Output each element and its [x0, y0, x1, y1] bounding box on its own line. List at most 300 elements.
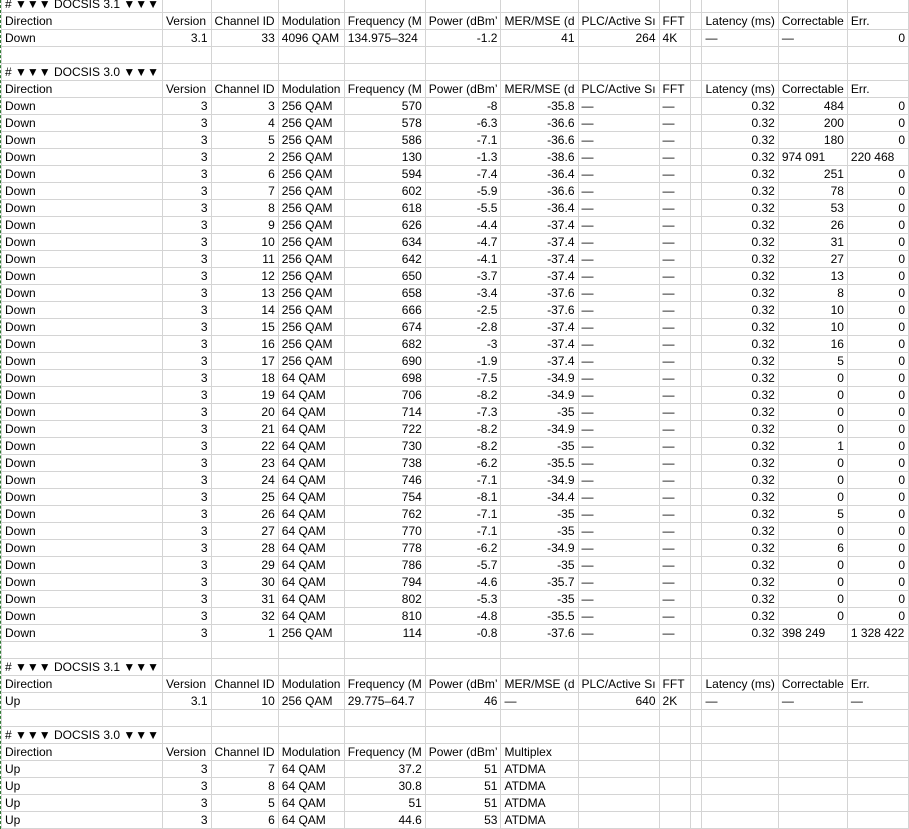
empty-cell[interactable] — [778, 0, 847, 13]
data-cell[interactable]: Down — [2, 115, 163, 132]
empty-cell[interactable] — [847, 64, 908, 81]
data-cell[interactable]: -1.3 — [425, 149, 501, 166]
data-cell[interactable]: — — [578, 183, 659, 200]
data-cell[interactable]: 0.32 — [702, 489, 778, 506]
data-cell[interactable]: Down — [2, 557, 163, 574]
data-cell[interactable]: 5 — [211, 795, 278, 812]
data-cell[interactable]: ATDMA — [501, 761, 578, 778]
data-cell[interactable]: 3 — [162, 319, 211, 336]
empty-cell[interactable] — [702, 659, 778, 676]
data-cell[interactable]: Down — [2, 421, 163, 438]
data-cell[interactable]: 4096 QAM — [278, 30, 344, 47]
data-cell[interactable]: 64 QAM — [278, 608, 344, 625]
data-cell[interactable]: — — [578, 421, 659, 438]
data-cell[interactable]: -8.2 — [425, 438, 501, 455]
data-cell[interactable]: 0 — [778, 421, 847, 438]
column-header-cell[interactable]: Err. — [847, 676, 908, 693]
column-header-cell[interactable]: Correctable — [778, 13, 847, 30]
data-cell[interactable]: — — [578, 166, 659, 183]
data-cell[interactable]: 0.32 — [702, 336, 778, 353]
data-cell[interactable]: 0 — [847, 608, 908, 625]
data-cell[interactable]: -7.4 — [425, 166, 501, 183]
data-cell[interactable]: 0 — [847, 591, 908, 608]
empty-cell[interactable] — [659, 642, 691, 659]
data-cell[interactable] — [691, 557, 702, 574]
column-header-cell[interactable]: Frequency (M — [344, 676, 425, 693]
column-header-cell[interactable]: Power (dBm’ — [425, 676, 501, 693]
data-cell[interactable]: 0 — [847, 200, 908, 217]
data-cell[interactable]: 64 QAM — [278, 472, 344, 489]
empty-cell[interactable] — [691, 0, 702, 13]
data-cell[interactable]: 64 QAM — [278, 812, 344, 829]
data-cell[interactable]: Down — [2, 285, 163, 302]
data-cell[interactable]: 0.32 — [702, 387, 778, 404]
column-header-cell[interactable]: MER/MSE (d — [501, 13, 578, 30]
column-header-cell[interactable]: Modulation — [278, 744, 344, 761]
data-cell[interactable]: — — [659, 455, 691, 472]
data-cell[interactable]: — — [578, 234, 659, 251]
empty-cell[interactable] — [847, 642, 908, 659]
data-cell[interactable]: — — [659, 285, 691, 302]
column-header-cell[interactable] — [778, 744, 847, 761]
data-cell[interactable]: 0.32 — [702, 319, 778, 336]
column-header-cell[interactable] — [847, 744, 908, 761]
data-cell[interactable]: — — [578, 472, 659, 489]
data-cell[interactable]: 0 — [778, 489, 847, 506]
column-header-cell[interactable]: MER/MSE (d — [501, 81, 578, 98]
data-cell[interactable]: 0 — [778, 387, 847, 404]
data-cell[interactable]: 0 — [847, 302, 908, 319]
column-header-cell[interactable]: Modulation — [278, 676, 344, 693]
empty-cell[interactable] — [344, 710, 425, 727]
data-cell[interactable]: — — [578, 98, 659, 115]
data-cell[interactable]: -35 — [501, 438, 578, 455]
data-cell[interactable]: Down — [2, 438, 163, 455]
data-cell[interactable] — [691, 608, 702, 625]
data-cell[interactable]: 690 — [344, 353, 425, 370]
empty-cell[interactable] — [278, 659, 344, 676]
data-cell[interactable]: 130 — [344, 149, 425, 166]
empty-cell[interactable] — [278, 0, 344, 13]
data-cell[interactable]: 220 468 — [847, 149, 908, 166]
data-cell[interactable]: -7.1 — [425, 506, 501, 523]
data-cell[interactable]: — — [659, 336, 691, 353]
data-cell[interactable]: — — [659, 387, 691, 404]
column-header-cell[interactable] — [702, 744, 778, 761]
data-cell[interactable]: 594 — [344, 166, 425, 183]
data-cell[interactable]: 3.1 — [162, 30, 211, 47]
data-cell[interactable] — [847, 795, 908, 812]
data-cell[interactable]: 64 QAM — [278, 795, 344, 812]
data-cell[interactable]: 666 — [344, 302, 425, 319]
empty-cell[interactable] — [211, 727, 278, 744]
column-header-cell[interactable]: Channel ID — [211, 744, 278, 761]
data-cell[interactable]: 114 — [344, 625, 425, 642]
data-cell[interactable]: 0.32 — [702, 625, 778, 642]
empty-cell[interactable] — [278, 727, 344, 744]
data-cell[interactable]: 8 — [778, 285, 847, 302]
data-cell[interactable]: 770 — [344, 523, 425, 540]
data-cell[interactable]: 3 — [162, 370, 211, 387]
data-cell[interactable]: — — [778, 693, 847, 710]
data-cell[interactable]: — — [659, 166, 691, 183]
data-cell[interactable]: 27 — [778, 251, 847, 268]
data-cell[interactable] — [778, 795, 847, 812]
empty-cell[interactable] — [702, 64, 778, 81]
data-cell[interactable]: 0 — [847, 506, 908, 523]
data-cell[interactable] — [847, 778, 908, 795]
data-cell[interactable]: Down — [2, 625, 163, 642]
column-header-cell[interactable]: Channel ID — [211, 81, 278, 98]
data-cell[interactable]: 0.32 — [702, 438, 778, 455]
data-cell[interactable]: 0 — [847, 132, 908, 149]
data-cell[interactable]: 13 — [778, 268, 847, 285]
data-cell[interactable]: — — [578, 387, 659, 404]
data-cell[interactable]: 13 — [211, 285, 278, 302]
data-cell[interactable]: -35.5 — [501, 608, 578, 625]
data-cell[interactable]: -4.1 — [425, 251, 501, 268]
data-cell[interactable]: — — [659, 574, 691, 591]
data-cell[interactable]: 3 — [162, 149, 211, 166]
data-cell[interactable]: 44.6 — [344, 812, 425, 829]
empty-cell[interactable] — [501, 64, 578, 81]
data-cell[interactable]: -1.9 — [425, 353, 501, 370]
data-cell[interactable]: -1.2 — [425, 30, 501, 47]
empty-cell[interactable] — [847, 710, 908, 727]
data-cell[interactable]: — — [659, 591, 691, 608]
data-cell[interactable] — [691, 574, 702, 591]
data-cell[interactable]: -35 — [501, 506, 578, 523]
data-cell[interactable]: -6.3 — [425, 115, 501, 132]
data-cell[interactable] — [691, 268, 702, 285]
data-cell[interactable]: -37.6 — [501, 302, 578, 319]
empty-cell[interactable] — [702, 642, 778, 659]
data-cell[interactable]: 0.32 — [702, 166, 778, 183]
data-cell[interactable]: 3 — [162, 506, 211, 523]
data-cell[interactable]: Down — [2, 319, 163, 336]
data-cell[interactable]: — — [659, 217, 691, 234]
empty-cell[interactable] — [691, 47, 702, 64]
data-cell[interactable]: 256 QAM — [278, 132, 344, 149]
data-cell[interactable]: Down — [2, 523, 163, 540]
data-cell[interactable] — [691, 251, 702, 268]
data-cell[interactable]: -3.7 — [425, 268, 501, 285]
data-cell[interactable]: 3 — [162, 268, 211, 285]
data-cell[interactable]: -7.1 — [425, 132, 501, 149]
empty-cell[interactable] — [162, 659, 211, 676]
column-header-cell[interactable]: Latency (ms) — [702, 676, 778, 693]
data-cell[interactable]: 64 QAM — [278, 387, 344, 404]
data-cell[interactable]: Down — [2, 608, 163, 625]
data-cell[interactable]: 0 — [847, 370, 908, 387]
data-cell[interactable]: -2.8 — [425, 319, 501, 336]
empty-cell[interactable] — [211, 710, 278, 727]
data-cell[interactable]: 0.32 — [702, 200, 778, 217]
column-header-cell[interactable]: MER/MSE (d — [501, 676, 578, 693]
empty-cell[interactable] — [691, 64, 702, 81]
data-cell[interactable]: 3 — [162, 115, 211, 132]
data-cell[interactable]: -7.5 — [425, 370, 501, 387]
data-cell[interactable]: — — [659, 404, 691, 421]
data-cell[interactable]: 256 QAM — [278, 166, 344, 183]
empty-cell[interactable] — [211, 47, 278, 64]
data-cell[interactable]: 0.32 — [702, 183, 778, 200]
data-cell[interactable]: 0.32 — [702, 302, 778, 319]
data-cell[interactable]: 64 QAM — [278, 404, 344, 421]
data-cell[interactable]: 3 — [162, 489, 211, 506]
data-cell[interactable]: 3 — [162, 812, 211, 829]
data-cell[interactable]: -6.2 — [425, 540, 501, 557]
data-cell[interactable]: Up — [2, 693, 163, 710]
data-cell[interactable]: 0 — [778, 523, 847, 540]
data-cell[interactable]: 3.1 — [162, 693, 211, 710]
data-cell[interactable]: 0 — [847, 489, 908, 506]
column-header-cell[interactable]: Channel ID — [211, 13, 278, 30]
column-header-cell[interactable] — [691, 676, 702, 693]
data-cell[interactable]: -7.3 — [425, 404, 501, 421]
data-cell[interactable]: 3 — [162, 404, 211, 421]
empty-cell[interactable] — [659, 710, 691, 727]
data-cell[interactable]: 30.8 — [344, 778, 425, 795]
data-cell[interactable]: 26 — [778, 217, 847, 234]
empty-cell[interactable] — [501, 710, 578, 727]
data-cell[interactable]: 53 — [778, 200, 847, 217]
data-cell[interactable] — [659, 795, 691, 812]
data-cell[interactable]: — — [659, 489, 691, 506]
data-cell[interactable]: 29.775–64.7 — [344, 693, 425, 710]
data-cell[interactable]: — — [578, 268, 659, 285]
data-cell[interactable] — [691, 370, 702, 387]
data-cell[interactable] — [702, 812, 778, 829]
data-cell[interactable]: — — [578, 489, 659, 506]
data-cell[interactable]: 578 — [344, 115, 425, 132]
data-cell[interactable]: 7 — [211, 761, 278, 778]
data-cell[interactable]: 0 — [847, 166, 908, 183]
data-cell[interactable]: — — [659, 115, 691, 132]
data-cell[interactable] — [691, 319, 702, 336]
column-header-cell[interactable]: Latency (ms) — [702, 81, 778, 98]
column-header-cell[interactable]: Modulation — [278, 13, 344, 30]
data-cell[interactable]: 682 — [344, 336, 425, 353]
data-cell[interactable]: 746 — [344, 472, 425, 489]
empty-cell[interactable] — [278, 47, 344, 64]
column-header-cell[interactable] — [659, 744, 691, 761]
data-cell[interactable]: Down — [2, 166, 163, 183]
data-cell[interactable]: 25 — [211, 489, 278, 506]
column-header-cell[interactable]: Err. — [847, 13, 908, 30]
data-cell[interactable]: -35.7 — [501, 574, 578, 591]
data-cell[interactable]: 64 QAM — [278, 778, 344, 795]
data-cell[interactable]: 698 — [344, 370, 425, 387]
data-cell[interactable]: 0 — [847, 540, 908, 557]
data-cell[interactable]: Down — [2, 251, 163, 268]
data-cell[interactable]: 256 QAM — [278, 693, 344, 710]
empty-cell[interactable] — [344, 0, 425, 13]
data-cell[interactable]: 0.32 — [702, 285, 778, 302]
data-cell[interactable] — [691, 353, 702, 370]
data-cell[interactable]: — — [578, 336, 659, 353]
data-cell[interactable]: — — [847, 693, 908, 710]
data-cell[interactable]: 64 QAM — [278, 370, 344, 387]
data-cell[interactable]: 180 — [778, 132, 847, 149]
data-cell[interactable]: -8.1 — [425, 489, 501, 506]
data-cell[interactable]: 0 — [847, 30, 908, 47]
data-cell[interactable]: 64 QAM — [278, 455, 344, 472]
data-cell[interactable]: 256 QAM — [278, 115, 344, 132]
data-cell[interactable] — [578, 812, 659, 829]
data-cell[interactable]: 6 — [211, 166, 278, 183]
data-cell[interactable]: 0.32 — [702, 370, 778, 387]
data-cell[interactable] — [578, 795, 659, 812]
empty-cell[interactable] — [162, 64, 211, 81]
data-cell[interactable]: 3 — [162, 523, 211, 540]
data-cell[interactable]: — — [659, 438, 691, 455]
data-cell[interactable]: 15 — [211, 319, 278, 336]
data-cell[interactable] — [691, 387, 702, 404]
data-cell[interactable]: -8.2 — [425, 387, 501, 404]
section-title-cell[interactable]: # ▼▼▼ DOCSIS 3.1 ▼▼▼ — [2, 0, 163, 13]
data-cell[interactable]: 0.32 — [702, 268, 778, 285]
data-cell[interactable]: Down — [2, 183, 163, 200]
data-cell[interactable]: -34.9 — [501, 370, 578, 387]
empty-cell[interactable] — [578, 47, 659, 64]
data-cell[interactable]: Down — [2, 336, 163, 353]
data-cell[interactable]: Down — [2, 149, 163, 166]
data-cell[interactable]: Down — [2, 455, 163, 472]
empty-cell[interactable] — [578, 727, 659, 744]
data-cell[interactable]: 3 — [162, 591, 211, 608]
data-cell[interactable]: — — [659, 234, 691, 251]
data-cell[interactable]: 586 — [344, 132, 425, 149]
empty-cell[interactable] — [691, 710, 702, 727]
column-header-cell[interactable]: Err. — [847, 81, 908, 98]
data-cell[interactable]: Down — [2, 353, 163, 370]
column-header-cell[interactable]: Modulation — [278, 81, 344, 98]
data-cell[interactable]: — — [578, 540, 659, 557]
data-cell[interactable]: 8 — [211, 778, 278, 795]
data-cell[interactable]: Up — [2, 778, 163, 795]
data-cell[interactable]: — — [659, 523, 691, 540]
data-cell[interactable]: 256 QAM — [278, 217, 344, 234]
empty-cell[interactable] — [2, 710, 163, 727]
data-cell[interactable]: — — [578, 438, 659, 455]
data-cell[interactable]: 618 — [344, 200, 425, 217]
empty-cell[interactable] — [659, 727, 691, 744]
data-cell[interactable] — [691, 183, 702, 200]
data-cell[interactable]: — — [578, 302, 659, 319]
data-cell[interactable]: 0 — [847, 557, 908, 574]
empty-cell[interactable] — [578, 0, 659, 13]
data-cell[interactable]: — — [578, 217, 659, 234]
data-cell[interactable]: 634 — [344, 234, 425, 251]
data-cell[interactable]: — — [659, 319, 691, 336]
data-cell[interactable] — [778, 812, 847, 829]
data-cell[interactable]: 3 — [162, 132, 211, 149]
data-cell[interactable]: — — [578, 132, 659, 149]
empty-cell[interactable] — [501, 642, 578, 659]
data-cell[interactable]: -37.4 — [501, 319, 578, 336]
data-cell[interactable]: -36.4 — [501, 200, 578, 217]
data-cell[interactable]: 398 249 — [778, 625, 847, 642]
data-cell[interactable]: ATDMA — [501, 778, 578, 795]
data-cell[interactable]: -37.6 — [501, 285, 578, 302]
data-cell[interactable]: 64 QAM — [278, 591, 344, 608]
data-cell[interactable]: — — [659, 625, 691, 642]
data-cell[interactable]: -35.8 — [501, 98, 578, 115]
column-header-cell[interactable]: Version — [162, 676, 211, 693]
empty-cell[interactable] — [691, 727, 702, 744]
data-cell[interactable]: 3 — [162, 778, 211, 795]
data-cell[interactable]: 0.32 — [702, 353, 778, 370]
empty-cell[interactable] — [847, 0, 908, 13]
data-cell[interactable]: 0 — [847, 574, 908, 591]
data-cell[interactable]: ATDMA — [501, 812, 578, 829]
data-cell[interactable]: 31 — [211, 591, 278, 608]
data-cell[interactable]: — — [578, 115, 659, 132]
data-cell[interactable]: — — [702, 693, 778, 710]
data-cell[interactable]: 51 — [425, 761, 501, 778]
data-cell[interactable]: Down — [2, 200, 163, 217]
empty-cell[interactable] — [425, 710, 501, 727]
data-cell[interactable]: 0 — [847, 472, 908, 489]
data-cell[interactable]: 0.32 — [702, 523, 778, 540]
data-cell[interactable]: 3 — [162, 557, 211, 574]
data-cell[interactable]: — — [578, 251, 659, 268]
data-cell[interactable]: 484 — [778, 98, 847, 115]
data-cell[interactable]: 738 — [344, 455, 425, 472]
data-cell[interactable]: 602 — [344, 183, 425, 200]
data-cell[interactable]: 0.32 — [702, 455, 778, 472]
data-cell[interactable]: Down — [2, 234, 163, 251]
data-cell[interactable]: 256 QAM — [278, 149, 344, 166]
data-cell[interactable]: — — [659, 183, 691, 200]
data-cell[interactable]: 0 — [778, 557, 847, 574]
data-cell[interactable]: 0.32 — [702, 540, 778, 557]
data-cell[interactable]: -6.2 — [425, 455, 501, 472]
empty-cell[interactable] — [425, 64, 501, 81]
data-cell[interactable]: 0 — [847, 268, 908, 285]
data-cell[interactable]: -3.4 — [425, 285, 501, 302]
data-cell[interactable]: 802 — [344, 591, 425, 608]
data-cell[interactable]: — — [659, 506, 691, 523]
data-cell[interactable]: 3 — [162, 200, 211, 217]
column-header-cell[interactable]: Direction — [2, 13, 163, 30]
data-cell[interactable]: 0 — [847, 387, 908, 404]
data-cell[interactable]: 4 — [211, 115, 278, 132]
data-cell[interactable]: -35 — [501, 591, 578, 608]
data-cell[interactable]: 0 — [847, 353, 908, 370]
data-cell[interactable]: 3 — [162, 98, 211, 115]
data-cell[interactable]: -4.8 — [425, 608, 501, 625]
data-cell[interactable]: -5.5 — [425, 200, 501, 217]
data-cell[interactable]: 570 — [344, 98, 425, 115]
empty-cell[interactable] — [162, 710, 211, 727]
data-cell[interactable]: 64 QAM — [278, 489, 344, 506]
data-cell[interactable]: — — [659, 302, 691, 319]
data-cell[interactable]: 974 091 — [778, 149, 847, 166]
data-cell[interactable]: — — [659, 608, 691, 625]
column-header-cell[interactable]: Direction — [2, 81, 163, 98]
column-header-cell[interactable]: Channel ID — [211, 676, 278, 693]
empty-cell[interactable] — [578, 659, 659, 676]
data-cell[interactable] — [702, 761, 778, 778]
empty-cell[interactable] — [501, 0, 578, 13]
data-cell[interactable]: 0 — [847, 98, 908, 115]
data-cell[interactable] — [691, 523, 702, 540]
data-cell[interactable]: 0 — [847, 217, 908, 234]
data-cell[interactable] — [691, 285, 702, 302]
data-cell[interactable]: 714 — [344, 404, 425, 421]
